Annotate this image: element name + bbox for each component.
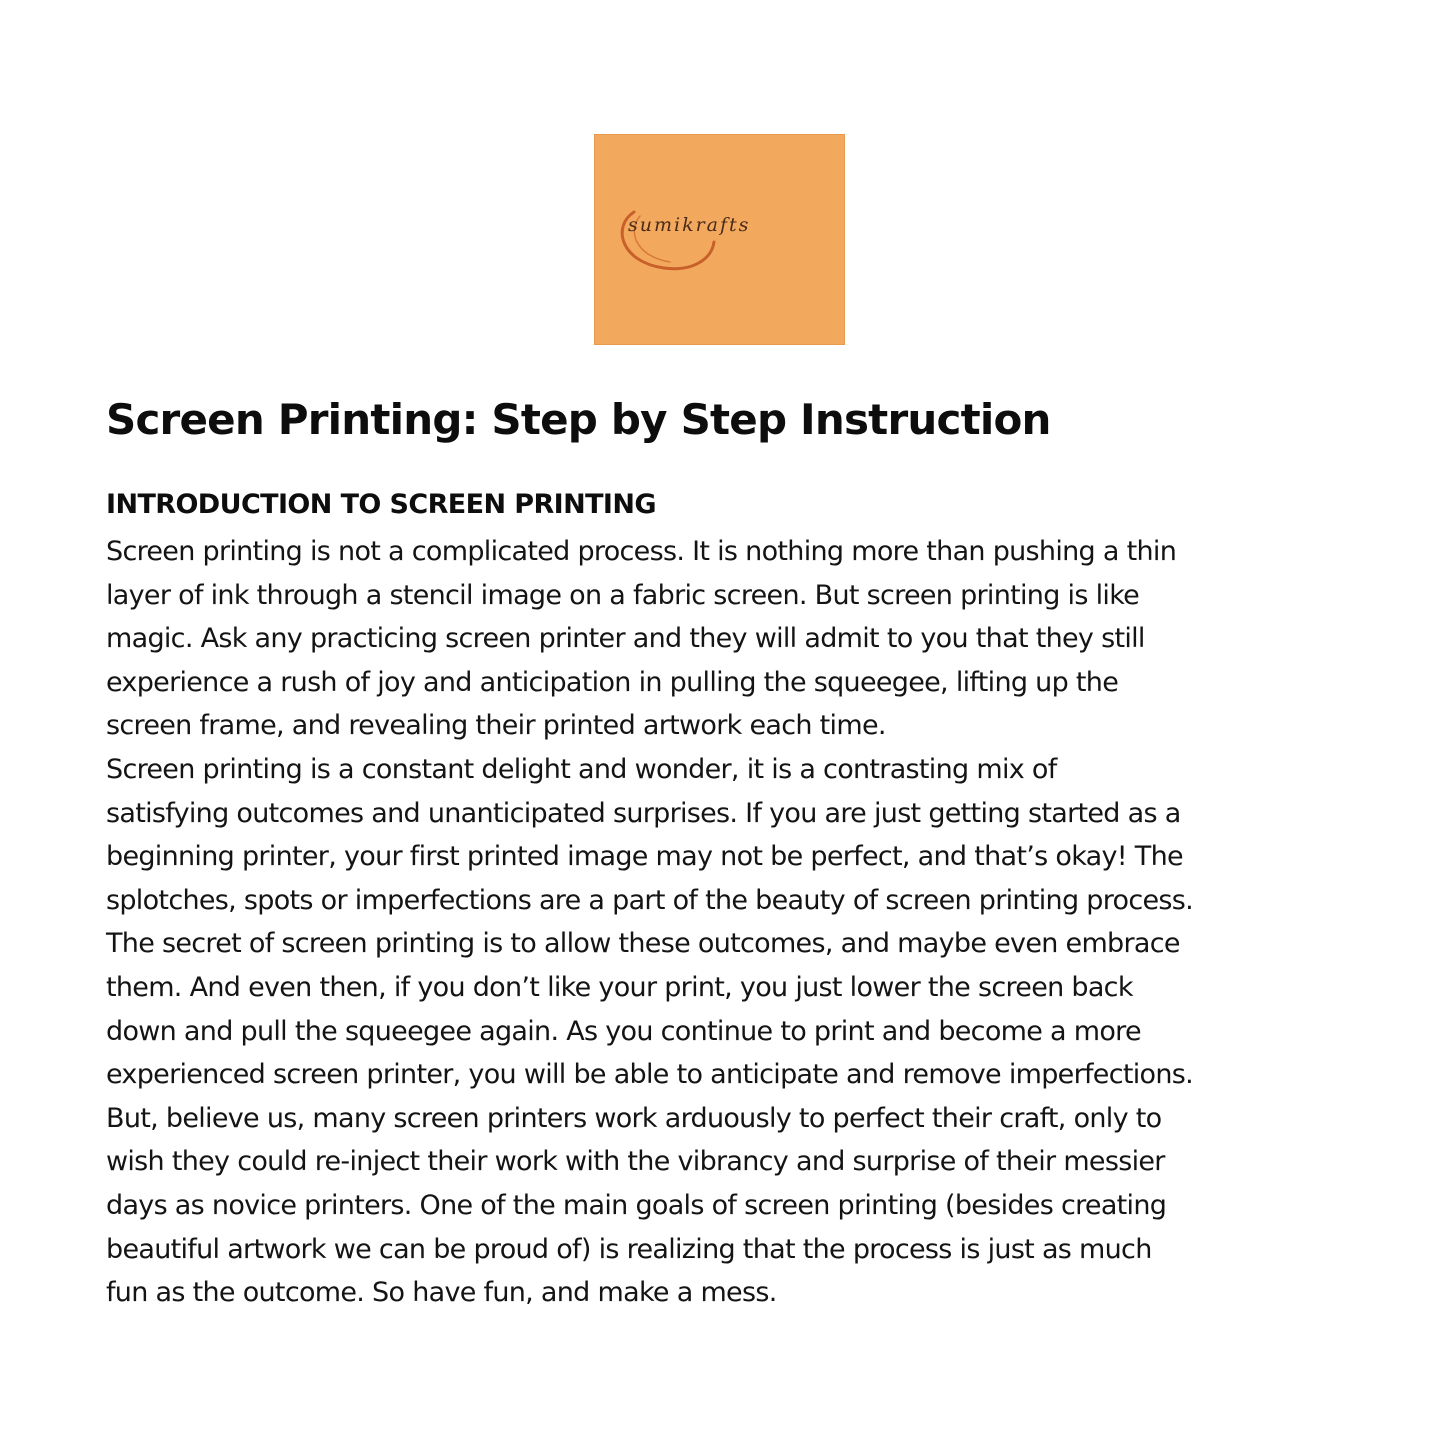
body-line: experienced screen printer, you will be able to anticipate and remove imperfections. (106, 1059, 1194, 1091)
body-line: magic. Ask any practicing screen printer and they will admit to you that they still (106, 623, 1145, 655)
body-line: fun as the outcome. So have fun, and make a mess. (106, 1277, 777, 1309)
body-line: But, believe us, many screen printers work arduously to perfect their craft, only to (106, 1102, 1162, 1134)
section-heading: INTRODUCTION TO SCREEN PRINTING (106, 489, 656, 520)
body-line: days as novice printers. One of the main goals of screen printing (besides creating (106, 1189, 1167, 1221)
body-line: beginning printer, your first printed image may not be perfect, and that’s okay! The (106, 841, 1183, 873)
body-line: satisfying outcomes and unanticipated surprises. If you are just getting started as a (106, 797, 1181, 829)
body-line: Screen printing is not a complicated process. It is nothing more than pushing a thin (106, 536, 1177, 567)
body-line: The secret of screen printing is to allow these outcomes, and maybe even embrace (106, 928, 1180, 960)
body-line: them. And even then, if you don’t like your print, you just lower the screen back (106, 971, 1133, 1003)
sumikrafts-logo (594, 134, 845, 345)
logo-wordmark: sumikrafts (628, 214, 751, 236)
body-line: wish they could re-inject their work with the vibrancy and surprise of their messier (106, 1146, 1165, 1178)
body-line: screen frame, and revealing their printed artwork each time. (106, 710, 886, 742)
body-line: Screen printing is a constant delight and wonder, it is a contrasting mix of (106, 753, 1057, 785)
logo-swoosh (594, 134, 845, 345)
body-line: beautiful artwork we can be proud of) is realizing that the process is just as much (106, 1233, 1152, 1265)
body-line: layer of ink through a stencil image on a fabric screen. But screen printing is like (106, 579, 1140, 611)
body-line: splotches, spots or imperfections are a part of the beauty of screen printing process. (106, 884, 1193, 916)
document-title: Screen Printing: Step by Step Instruction (106, 395, 1051, 444)
body-line: experience a rush of joy and anticipation in pulling the squeegee, lifting up the (106, 666, 1119, 698)
body-text (106, 530, 1366, 1315)
body-line: down and pull the squeegee again. As you continue to print and become a more (106, 1015, 1141, 1047)
